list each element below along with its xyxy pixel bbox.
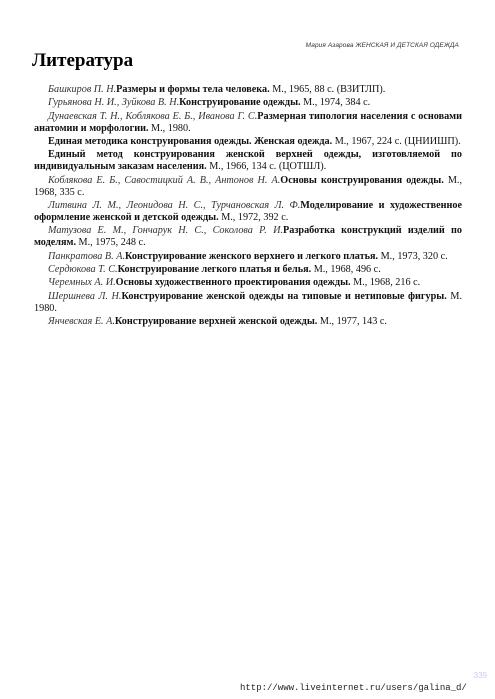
reference-publication: М., 1968, 335 с.	[34, 174, 463, 198]
reference-item	[34, 84, 462, 96]
reference-item	[34, 111, 462, 135]
reference-publication: М., 1966, 134 с. (ЦОТШЛ).	[206, 161, 327, 173]
reference-title: Моделирование и художественное оформление женской и детской одежды.	[34, 199, 462, 224]
reference-title: Конструирование женского верхнего и легкого платья.	[125, 250, 379, 262]
reference-item	[34, 316, 462, 328]
reference-title: Размерная типология населения с основами анатомии и морфологии.	[34, 110, 462, 134]
reference-item	[34, 97, 462, 109]
reference-author: Матузова Е. М., Гончарук Н. С., Соколова Р. И.	[48, 225, 284, 237]
reference-author: Башкиров П. Н.	[48, 84, 117, 95]
reference-author: Дунаевская Т. Н., Коблякова Е. Б., Иванова Г. С.	[48, 110, 258, 122]
reference-title: Единый метод конструирования женской верхней одежды, изготовляемой по индивидуальным заказам населения.	[34, 149, 462, 173]
reference-publication: М. 1980.	[34, 290, 462, 314]
watermark-url: http://www.liveinternet.ru/users/galina_d/	[240, 683, 467, 693]
reference-publication: М., 1968, 496 с.	[311, 264, 381, 275]
reference-publication: М., 1977, 143 с.	[317, 315, 387, 327]
running-header: Мария Азарова ЖЕНСКАЯ И ДЕТСКАЯ ОДЕЖДА	[305, 42, 459, 49]
reference-title: Основы художественного проектирования одежды.	[115, 277, 351, 289]
reference-publication: М., 1965, 88 с. (ВЗИТЛП).	[269, 84, 386, 95]
reference-author: Черемных А. И.	[48, 277, 116, 289]
reference-item	[34, 277, 462, 289]
reference-publication: М., 1975, 248 с.	[76, 237, 146, 249]
reference-title: Конструирование легкого платья и белья.	[117, 264, 312, 275]
reference-item	[34, 175, 462, 199]
reference-author: Коблякова Е. Б., Савостицкий А. В., Антонов Н. А.	[48, 174, 281, 186]
page-title: Литература	[32, 50, 134, 71]
reference-author: Панкратова В. А.	[48, 250, 125, 262]
reference-title: Конструирование женской одежды на типовые и нетиповые фигуры.	[121, 290, 447, 302]
reference-publication: М., 1974, 384 с.	[300, 97, 371, 109]
reference-author: Сердюкова Т. С.	[48, 264, 118, 275]
reference-publication: М., 1980.	[148, 122, 191, 134]
reference-item	[34, 264, 462, 276]
reference-author: Шершнева Л. Н.	[48, 290, 122, 302]
reference-item	[34, 136, 462, 148]
reference-title: Основы конструирования одежды.	[280, 174, 444, 186]
reference-item	[34, 200, 462, 224]
page-number: 339	[473, 671, 487, 680]
reference-title: Единая методика конструирования одежды. Женская одежда.	[48, 135, 333, 147]
reference-title: Размеры и формы тела человека.	[116, 84, 270, 95]
reference-publication: М., 1968, 216 с.	[350, 277, 421, 289]
reference-title: Конструирование верхней женской одежды.	[114, 315, 318, 327]
reference-publication: М., 1973, 320 с.	[378, 250, 448, 262]
reference-title: Конструирование одежды.	[179, 97, 301, 109]
reference-item	[34, 291, 462, 315]
reference-publication: М., 1967, 224 с. (ЦНИИШП).	[332, 135, 461, 147]
reference-author: Литвина Л. М., Леонидова Н. С., Турчановская Л. Ф.	[48, 199, 301, 211]
reference-author: Янчевская Е. А.	[48, 315, 115, 327]
reference-item	[34, 251, 462, 263]
reference-list	[34, 84, 462, 329]
reference-publication: М., 1972, 392 с.	[218, 212, 289, 224]
reference-item	[34, 149, 462, 173]
reference-title: Разработка конструкций изделий по моделям.	[34, 225, 462, 249]
reference-author: Гурьянова Н. И., Зуйкова В. Н.	[48, 97, 180, 109]
reference-item	[34, 225, 462, 249]
